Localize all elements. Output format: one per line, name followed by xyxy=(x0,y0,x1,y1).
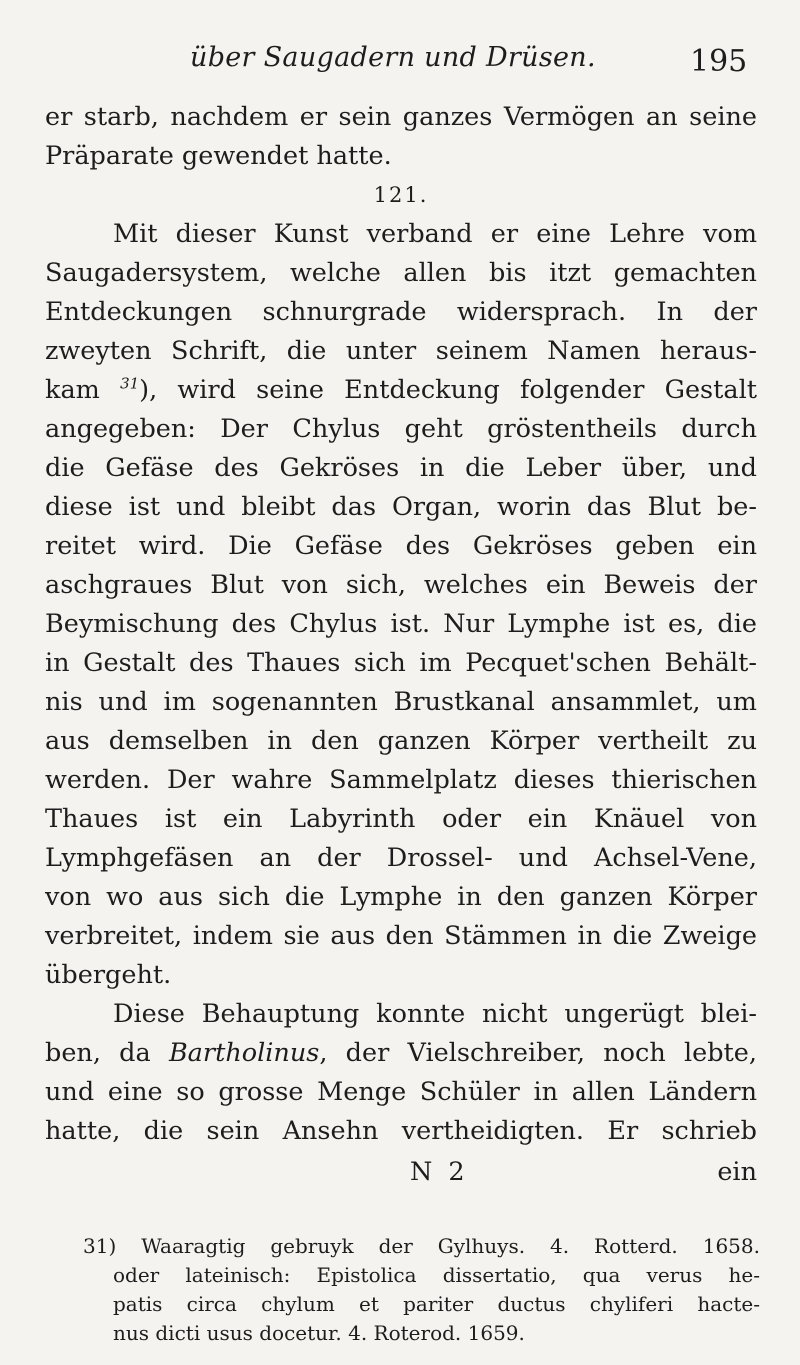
text-line: übergeht. xyxy=(45,960,172,990)
footnote xyxy=(83,1232,760,1348)
text-line: Diese Behauptung konnte nicht ungerügt blei- xyxy=(113,999,757,1029)
text-line: Lymphgefäsen an der Drossel- und Achsel-Vene, xyxy=(45,843,757,873)
catchword: ein xyxy=(717,1157,757,1187)
text-line: Thaues ist ein Labyrinth oder ein Knäuel von xyxy=(45,804,757,834)
text-line: er starb, nachdem er sein ganzes Vermögen an seine xyxy=(45,102,757,132)
text-line xyxy=(45,1034,757,1073)
text-line: werden. Der wahre Sammelplatz dieses thierischen xyxy=(45,765,757,795)
text-line: von wo aus sich die Lymphe in den ganzen Körper xyxy=(45,882,757,912)
text-line: Saugadersystem, welche allen bis itzt gemachten xyxy=(45,258,757,288)
text-fragment: ), wird seine Entdeckung folgender Gestalt xyxy=(139,375,757,405)
page-header xyxy=(0,42,800,82)
text-line: Präparate gewendet hatte. xyxy=(45,141,392,171)
text-line: nis und im sogenannten Brustkanal ansammlet, um xyxy=(45,687,757,717)
footnote-reference: 31 xyxy=(120,374,140,393)
text-line: angegeben: Der Chylus geht gröstentheils durch xyxy=(45,414,757,444)
text-line: Beymischung des Chylus ist. Nur Lymphe ist es, die xyxy=(45,609,757,639)
text-fragment: ben, da xyxy=(45,1038,151,1068)
text-line: in Gestalt des Thaues sich im Pecquet'schen Behält- xyxy=(45,648,757,678)
text-line: aschgraues Blut von sich, welches ein Beweis der xyxy=(45,570,757,600)
section-number: 121. xyxy=(373,183,429,207)
text-line: Mit dieser Kunst verband er eine Lehre vom xyxy=(113,219,757,249)
footnote-line: oder lateinisch: Epistolica dissertatio, qua verus he- xyxy=(113,1263,760,1287)
text-line: die Gefäse des Gekröses in die Leber über, und xyxy=(45,453,757,483)
text-line xyxy=(45,371,757,410)
text-fragment: kam xyxy=(45,375,100,405)
page-foot-line xyxy=(400,1153,757,1192)
text-line: zweyten Schrift, die unter seinem Namen heraus- xyxy=(45,336,757,366)
signature-mark: N 2 xyxy=(410,1157,469,1187)
text-line: verbreitet, indem sie aus den Stämmen in die Zweige xyxy=(45,921,757,951)
text-line: diese ist und bleibt das Organ, worin das Blut be- xyxy=(45,492,757,522)
page-number: 195 xyxy=(690,44,748,79)
text-line: hatte, die sein Ansehn vertheidigten. Er schrieb xyxy=(45,1116,757,1146)
text-line: reitet wird. Die Gefäse des Gekröses geben ein xyxy=(45,531,757,561)
author-name: Bartholinus xyxy=(168,1038,320,1068)
footnote-line: 31) Waaragtig gebruyk der Gylhuys. 4. Rotterd. 1658. xyxy=(83,1234,760,1258)
text-line: und eine so grosse Menge Schüler in allen Ländern xyxy=(45,1077,757,1107)
footnote-line: nus dicti usus docetur. 4. Roterod. 1659. xyxy=(113,1321,525,1345)
text-fragment: , der Vielschreiber, noch lebte, xyxy=(319,1038,757,1068)
running-title: über Saugadern und Drüsen. xyxy=(190,42,596,73)
main-text xyxy=(45,98,757,1151)
text-line: aus demselben in den ganzen Körper vertheilt zu xyxy=(45,726,757,756)
text-line: Entdeckungen schnurgrade widersprach. In der xyxy=(45,297,757,327)
footnote-line: patis circa chylum et pariter ductus chyliferi hacte- xyxy=(113,1292,760,1316)
